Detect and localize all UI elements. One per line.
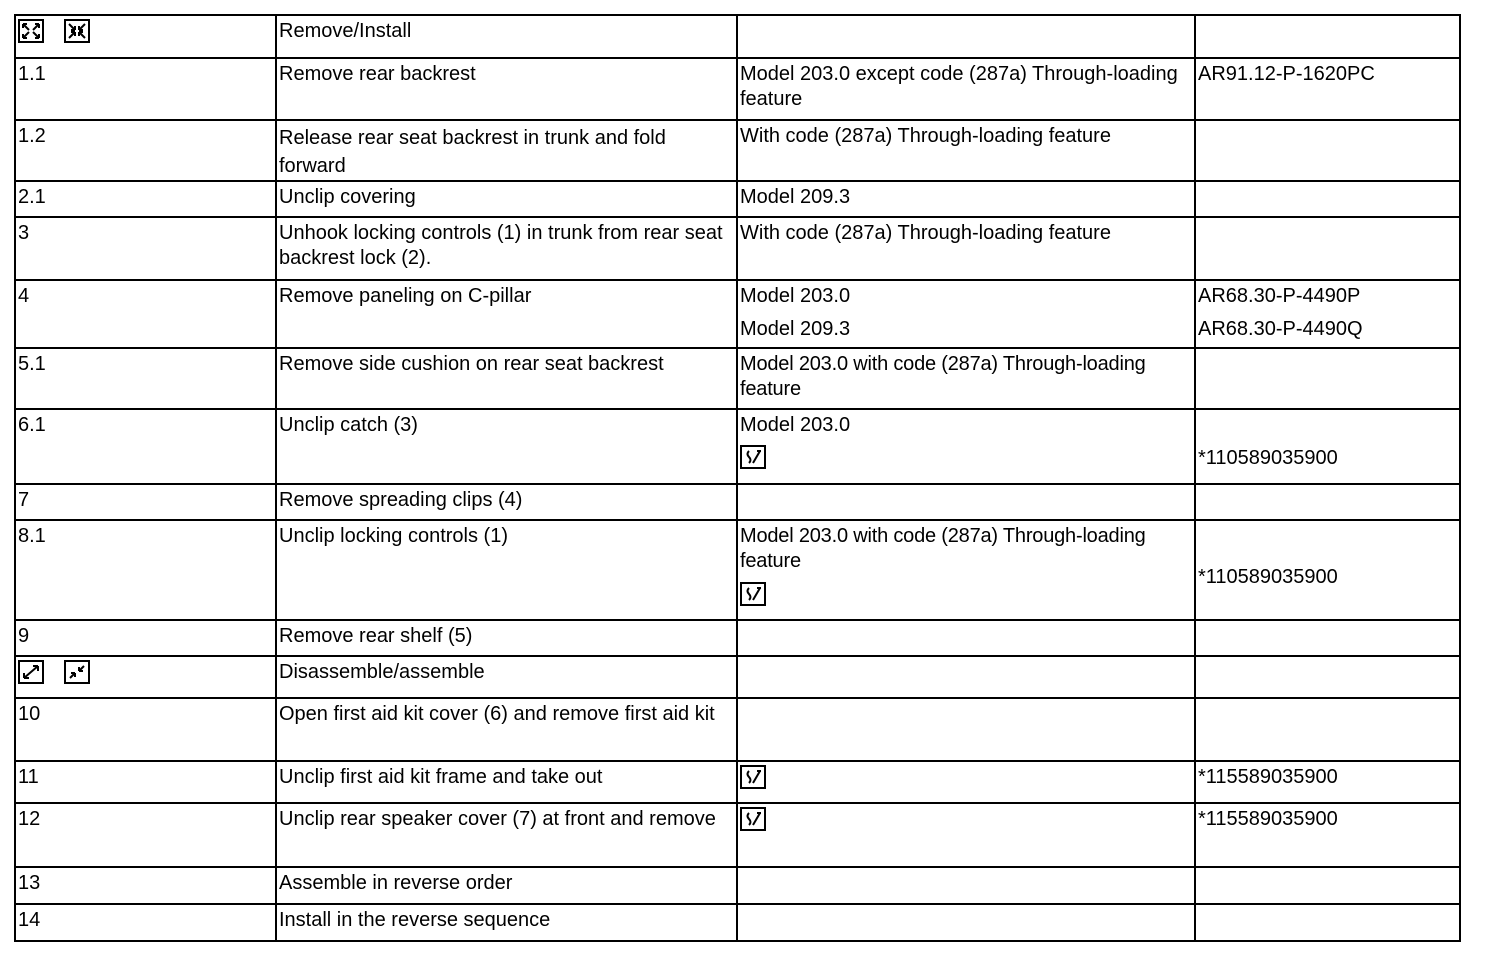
- step-cell: 4: [15, 280, 276, 348]
- condition-cell: [737, 761, 1195, 803]
- step-cell: 8.1: [15, 520, 276, 620]
- special-tool-icon: [740, 765, 1192, 789]
- table-row: [15, 120, 1460, 181]
- reference-cell: [1195, 656, 1460, 698]
- table-row: [15, 620, 1460, 656]
- condition-cell: [737, 280, 1195, 348]
- action-cell: Release rear seat backrest in trunk and fold forward: [276, 120, 737, 181]
- action-cell: Remove paneling on C-pillar: [276, 280, 737, 348]
- action-cell: Unclip rear speaker cover (7) at front and remove: [276, 803, 737, 867]
- action-cell: Install in the reverse sequence: [276, 904, 737, 941]
- step-cell: 11: [15, 761, 276, 803]
- step-cell: 12: [15, 803, 276, 867]
- step-cell: 1.1: [15, 58, 276, 120]
- condition-line: Model 203.0 with code (287a) Through-loading feature: [740, 525, 1146, 572]
- reference-cell: [1195, 120, 1460, 181]
- table-row: [15, 520, 1460, 620]
- condition-line: Model 203.0: [740, 414, 851, 436]
- step-cell: 3: [15, 217, 276, 280]
- condition-cell: [737, 656, 1195, 698]
- reference-cell: [1195, 698, 1460, 761]
- reference-cell[interactable]: *115589035900: [1195, 761, 1460, 803]
- condition-cell: [737, 803, 1195, 867]
- table-row: [15, 58, 1460, 120]
- reference-cell: [1195, 348, 1460, 409]
- step-cell: 14: [15, 904, 276, 941]
- step-cell: [15, 15, 276, 58]
- condition-cell: Model 203.0 except code (287a) Through-loading feature: [737, 58, 1195, 120]
- reference-cell[interactable]: *115589035900: [1195, 803, 1460, 867]
- reference-cell: [1195, 520, 1460, 620]
- reference-cell: [1195, 15, 1460, 58]
- action-cell: Unclip locking controls (1): [276, 520, 737, 620]
- install-icon: [64, 19, 90, 43]
- step-cell: 9: [15, 620, 276, 656]
- special-tool-icon: [740, 582, 1192, 606]
- action-cell: Unclip first aid kit frame and take out: [276, 761, 737, 803]
- step-cell: 7: [15, 484, 276, 520]
- reference-cell: [1195, 484, 1460, 520]
- step-cell: 10: [15, 698, 276, 761]
- reference-cell: [1195, 409, 1460, 484]
- condition-cell: [737, 520, 1195, 620]
- action-cell: Remove side cushion on rear seat backrest: [276, 348, 737, 409]
- condition-cell: Model 209.3: [737, 181, 1195, 217]
- condition-cell: [737, 698, 1195, 761]
- action-cell: Remove spreading clips (4): [276, 484, 737, 520]
- table-row: [15, 698, 1460, 761]
- action-cell: Disassemble/assemble: [276, 656, 737, 698]
- table-row: [15, 803, 1460, 867]
- table-row: [15, 280, 1460, 348]
- table-row: [15, 867, 1460, 904]
- assemble-icon: [64, 660, 90, 684]
- table-row: [15, 904, 1460, 941]
- reference-cell: [1195, 280, 1460, 348]
- action-cell: Unclip covering: [276, 181, 737, 217]
- condition-cell: With code (287a) Through-loading feature: [737, 120, 1195, 181]
- action-cell: Open first aid kit cover (6) and remove first aid kit: [276, 698, 737, 761]
- reference-link[interactable]: AR68.30-P-4490P: [1198, 285, 1361, 307]
- step-cell: 1.2: [15, 120, 276, 181]
- condition-cell: [737, 15, 1195, 58]
- table-row: [15, 217, 1460, 280]
- action-cell: Remove/Install: [276, 15, 737, 58]
- table-row: [15, 348, 1460, 409]
- reference-cell: [1195, 217, 1460, 280]
- tool-number[interactable]: *110589035900: [1198, 447, 1338, 469]
- reference-link[interactable]: AR68.30-P-4490Q: [1198, 318, 1363, 340]
- table-row: [15, 484, 1460, 520]
- action-cell: Remove rear shelf (5): [276, 620, 737, 656]
- step-cell: 5.1: [15, 348, 276, 409]
- condition-cell: With code (287a) Through-loading feature: [737, 217, 1195, 280]
- condition-line: Model 209.3: [740, 318, 851, 340]
- procedure-table: [14, 14, 1461, 942]
- action-cell: Assemble in reverse order: [276, 867, 737, 904]
- reference-cell: [1195, 867, 1460, 904]
- condition-line: Model 203.0: [740, 285, 851, 307]
- tool-number[interactable]: *110589035900: [1198, 566, 1338, 588]
- reference-cell[interactable]: AR91.12-P-1620PC: [1195, 58, 1460, 120]
- condition-cell: Model 203.0 with code (287a) Through-loading feature: [737, 348, 1195, 409]
- condition-cell: [737, 867, 1195, 904]
- table-row: [15, 761, 1460, 803]
- reference-cell: [1195, 620, 1460, 656]
- reference-cell: [1195, 904, 1460, 941]
- step-cell: 6.1: [15, 409, 276, 484]
- action-cell: Remove rear backrest: [276, 58, 737, 120]
- action-cell: Unclip catch (3): [276, 409, 737, 484]
- table-row: [15, 656, 1460, 698]
- special-tool-icon: [740, 445, 1192, 469]
- special-tool-icon: [740, 807, 1192, 831]
- step-cell: 2.1: [15, 181, 276, 217]
- condition-cell: [737, 409, 1195, 484]
- remove-icon: [18, 19, 44, 43]
- step-cell: [15, 656, 276, 698]
- condition-cell: [737, 620, 1195, 656]
- reference-cell: [1195, 181, 1460, 217]
- step-cell: 13: [15, 867, 276, 904]
- disassemble-icon: [18, 660, 44, 684]
- condition-cell: [737, 484, 1195, 520]
- table-row: [15, 409, 1460, 484]
- table-row: [15, 15, 1460, 58]
- condition-cell: [737, 904, 1195, 941]
- table-row: [15, 181, 1460, 217]
- action-cell: Unhook locking controls (1) in trunk from rear seat backrest lock (2).: [276, 217, 737, 280]
